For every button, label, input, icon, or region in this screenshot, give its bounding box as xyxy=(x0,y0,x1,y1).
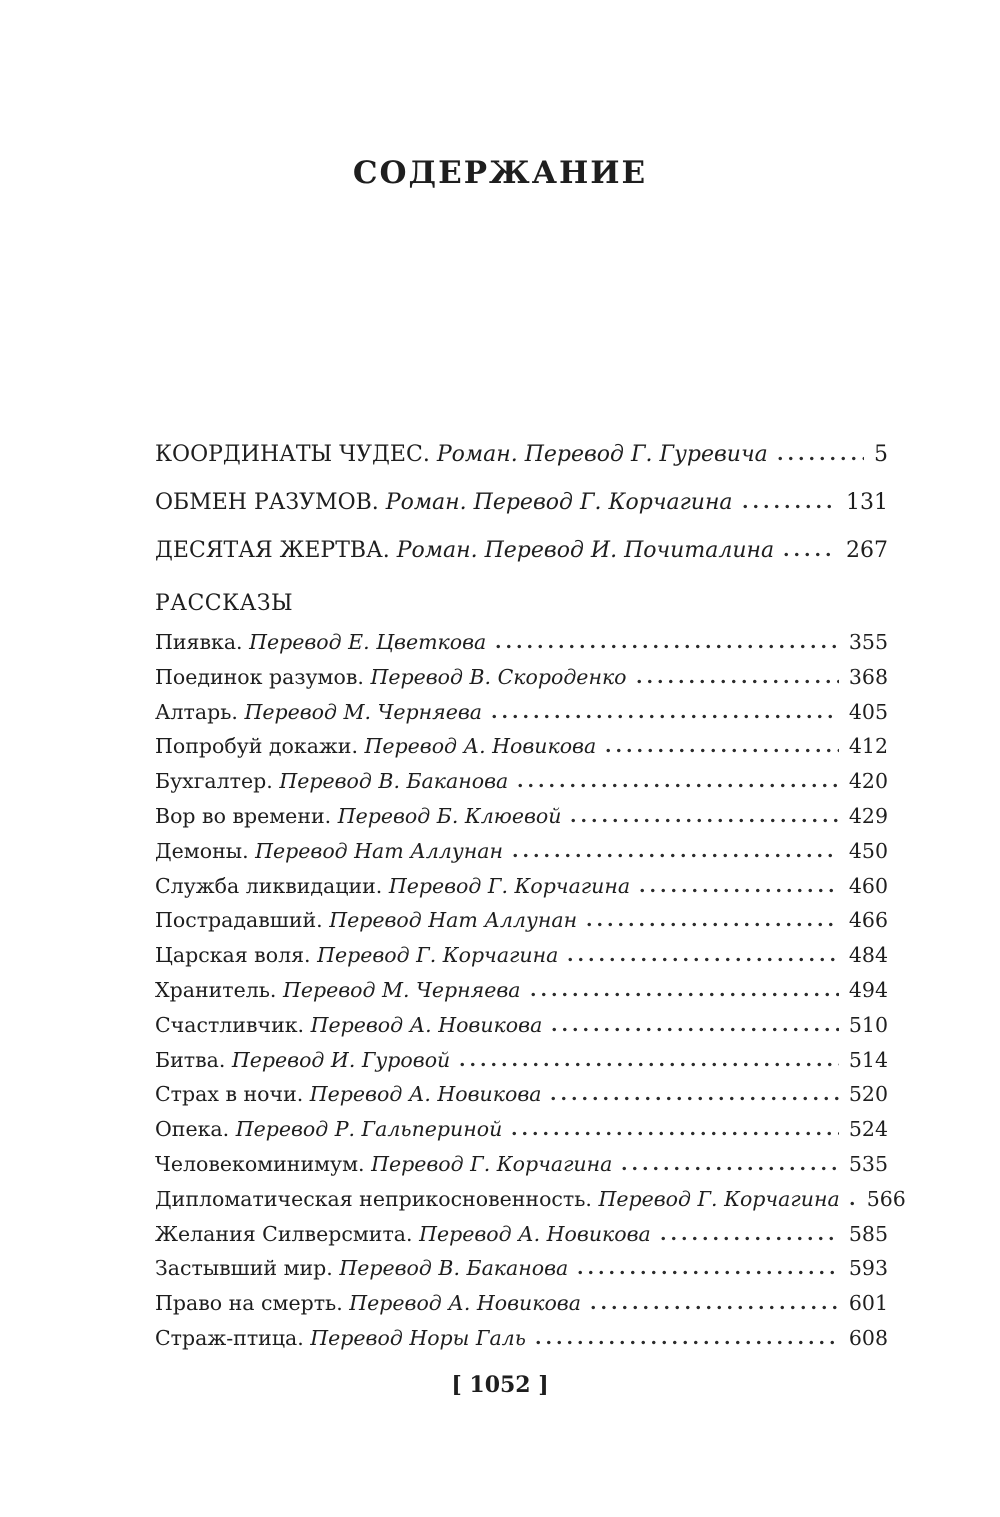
toc-entry-text xyxy=(155,943,558,967)
toc-entry-page-number: 405 xyxy=(848,699,888,724)
toc-entry-page-number: 514 xyxy=(848,1047,888,1072)
page-number-folio: [ 1052 ] xyxy=(451,1372,549,1398)
toc-entry-page-number: 355 xyxy=(848,630,888,654)
dot-leader xyxy=(847,1200,857,1206)
toc-entry-work-title: Битва. xyxy=(155,1047,226,1072)
toc-entry xyxy=(155,1186,906,1222)
toc-entry-text xyxy=(155,630,486,654)
toc-entry-page-number: 566 xyxy=(866,1186,906,1211)
toc-entry-translator-credit: Роман. Перевод Г. Гуревича xyxy=(436,442,768,467)
toc-entry-translator-credit: Перевод В. Баканова xyxy=(279,769,509,794)
toc-entry-translator-credit: Перевод И. Гуровой xyxy=(231,1047,451,1072)
toc-entry-work-title: Хранитель. xyxy=(155,977,277,1002)
toc-entry-text xyxy=(155,1256,568,1280)
dot-leader xyxy=(658,1235,839,1241)
toc-entry-translator-credit: Перевод М. Черняева xyxy=(244,699,482,724)
toc-entry-translator-credit: Роман. Перевод Г. Корчагина xyxy=(385,490,733,515)
toc-entry-text xyxy=(155,734,596,758)
toc-entry-text xyxy=(155,1152,612,1176)
toc-entry xyxy=(155,1013,888,1048)
toc-entry-translator-credit: Перевод А. Новикова xyxy=(309,1082,542,1107)
dot-leader xyxy=(533,1339,839,1345)
dot-leader xyxy=(634,678,839,684)
toc-entry-text xyxy=(155,700,482,724)
dot-leader xyxy=(489,713,839,719)
stories-list xyxy=(155,630,906,1361)
toc-list xyxy=(155,442,906,1361)
dot-leader xyxy=(493,643,839,649)
toc-entry-page-number: 510 xyxy=(848,1012,888,1037)
toc-entry xyxy=(155,839,888,874)
toc-entry-page-number: 524 xyxy=(848,1117,888,1142)
toc-entry-page-number: 593 xyxy=(848,1256,888,1281)
toc-entry-page-number: 601 xyxy=(848,1291,888,1316)
dot-leader xyxy=(565,956,839,962)
toc-entry-work-title: ДЕСЯТАЯ ЖЕРТВА. xyxy=(155,538,390,563)
toc-entry-translator-credit: Перевод Р. Гальпериной xyxy=(235,1117,503,1142)
toc-entry-text xyxy=(155,1187,840,1211)
dot-leader xyxy=(588,1304,839,1310)
toc-entry-translator-credit: Перевод В. Баканова xyxy=(339,1256,569,1281)
toc-entry-text xyxy=(155,442,768,467)
novels-list xyxy=(155,442,888,586)
toc-entry xyxy=(155,804,888,839)
toc-entry-text xyxy=(155,1013,542,1037)
toc-entry-text xyxy=(155,908,577,932)
toc-entry-translator-credit: Перевод А. Новикова xyxy=(349,1291,581,1316)
toc-entry xyxy=(155,1291,888,1326)
toc-entry-work-title: Страх в ночи. xyxy=(155,1082,304,1107)
toc-entry-work-title: Застывший мир. xyxy=(155,1256,333,1281)
toc-entry-page-number: 585 xyxy=(848,1221,888,1246)
dot-leader xyxy=(548,1095,838,1101)
toc-entry-text xyxy=(155,1222,651,1246)
toc-entry-work-title: Бухгалтер. xyxy=(155,769,273,794)
toc-entry-translator-credit: Перевод А. Новикова xyxy=(310,1012,543,1037)
toc-entry-text xyxy=(155,1048,450,1072)
toc-entry-page-number: 131 xyxy=(846,490,888,515)
toc-entry-work-title: ОБМЕН РАЗУМОВ. xyxy=(155,490,379,515)
toc-entry-text xyxy=(155,538,774,563)
toc-entry xyxy=(155,490,888,538)
page-title: СОДЕРЖАНИЕ xyxy=(352,155,648,191)
toc-entry-translator-credit: Перевод Б. Клюевой xyxy=(337,803,562,828)
dot-leader xyxy=(603,747,839,753)
toc-entry xyxy=(155,978,888,1013)
toc-entry-page-number: 267 xyxy=(846,538,888,563)
toc-entry-work-title: Дипломатическая неприкосновенность. xyxy=(155,1186,592,1211)
toc-entry-translator-credit: Перевод Нат Аллунан xyxy=(329,908,578,933)
toc-entry xyxy=(155,1256,888,1291)
toc-entry-text xyxy=(155,1117,502,1141)
toc-entry xyxy=(155,1048,888,1083)
toc-entry-page-number: 535 xyxy=(848,1151,888,1176)
toc-entry-work-title: Царская воля. xyxy=(155,943,311,968)
dot-leader xyxy=(781,551,836,557)
toc-entry xyxy=(155,442,888,490)
toc-entry-page-number: 494 xyxy=(848,977,888,1002)
toc-entry-text xyxy=(155,978,521,1002)
toc-entry-translator-credit: Перевод Г. Корчагина xyxy=(388,873,631,898)
toc-entry xyxy=(155,769,888,804)
toc-entry-translator-credit: Перевод Г. Корчагина xyxy=(371,1151,613,1176)
toc-entry xyxy=(155,908,888,943)
toc-entry xyxy=(155,1326,888,1361)
toc-entry-work-title: Опека. xyxy=(155,1117,230,1142)
dot-leader xyxy=(509,1130,839,1136)
toc-entry xyxy=(155,538,888,586)
toc-entry-page-number: 466 xyxy=(848,908,888,933)
toc-entry-translator-credit: Перевод М. Черняева xyxy=(282,977,521,1002)
toc-entry-page-number: 368 xyxy=(848,664,888,689)
toc-entry-page-number: 412 xyxy=(848,734,888,759)
toc-entry-work-title: Поединок разумов. xyxy=(155,664,364,689)
toc-entry-text xyxy=(155,665,627,689)
dot-leader xyxy=(528,991,839,997)
toc-entry xyxy=(155,874,888,909)
toc-entry-translator-credit: Перевод А. Новикова xyxy=(419,1221,651,1246)
toc-entry-text xyxy=(155,1291,581,1315)
dot-leader xyxy=(549,1026,839,1032)
dot-leader xyxy=(637,887,839,893)
toc-entry xyxy=(155,700,888,735)
toc-entry-text xyxy=(155,1082,541,1106)
toc-entry xyxy=(155,665,888,700)
dot-leader xyxy=(515,782,839,788)
dot-leader xyxy=(740,503,836,509)
toc-entry-work-title: Желания Силверсмита. xyxy=(155,1221,413,1246)
toc-entry-text xyxy=(155,874,630,898)
toc-entry-translator-credit: Перевод Е. Цветкова xyxy=(249,630,487,654)
dot-leader xyxy=(568,817,838,823)
toc-entry-page-number: 420 xyxy=(848,769,888,794)
toc-entry-page-number: 429 xyxy=(848,803,888,828)
toc-entry-page-number: 608 xyxy=(848,1325,888,1350)
dot-leader xyxy=(775,455,864,461)
toc-entry xyxy=(155,1152,888,1187)
toc-entry-page-number: 450 xyxy=(848,838,888,863)
toc-entry-translator-credit: Перевод А. Новикова xyxy=(364,734,597,759)
dot-leader xyxy=(510,852,839,858)
toc-entry-work-title: Служба ликвидации. xyxy=(155,873,383,898)
toc-entry-translator-credit: Перевод Нат Аллунан xyxy=(255,838,503,863)
dot-leader xyxy=(584,921,839,927)
toc-entry-text xyxy=(155,490,733,515)
toc-entry-text xyxy=(155,1326,526,1350)
toc-entry-page-number: 520 xyxy=(848,1082,888,1107)
dot-leader xyxy=(457,1061,839,1067)
toc-entry-page-number: 5 xyxy=(874,442,888,467)
toc-entry-page-number: 484 xyxy=(848,943,888,968)
toc-entry-translator-credit: Перевод Норы Галь xyxy=(310,1325,526,1350)
dot-leader xyxy=(575,1269,839,1275)
toc-entry-work-title: Алтарь. xyxy=(155,699,238,724)
toc-entry-translator-credit: Перевод В. Скороденко xyxy=(370,664,627,689)
toc-entry xyxy=(155,734,888,769)
toc-entry-text xyxy=(155,804,561,828)
toc-entry-work-title: Человекоминимум. xyxy=(155,1151,365,1176)
toc-entry-page-number: 460 xyxy=(848,873,888,898)
toc-entry xyxy=(155,630,888,665)
toc-entry-work-title: Страж-птица. xyxy=(155,1325,304,1350)
toc-entry-text xyxy=(155,839,503,863)
toc-entry-translator-credit: Перевод Г. Корчагина xyxy=(317,943,559,968)
toc-entry-work-title: КООРДИНАТЫ ЧУДЕС. xyxy=(155,442,430,467)
toc-entry-translator-credit: Перевод Г. Корчагина xyxy=(598,1186,840,1211)
toc-entry xyxy=(155,1117,888,1152)
toc-entry-translator-credit: Роман. Перевод И. Почиталина xyxy=(396,538,775,563)
toc-entry-work-title: Пиявка. xyxy=(155,630,243,654)
dot-leader xyxy=(619,1165,839,1171)
toc-entry xyxy=(155,1222,888,1257)
section-header-stories: РАССКАЗЫ xyxy=(155,591,294,616)
toc-entry xyxy=(155,943,888,978)
toc-entry xyxy=(155,1082,888,1117)
toc-entry-work-title: Попробуй докажи. xyxy=(155,734,358,759)
toc-entry-work-title: Счастливчик. xyxy=(155,1012,305,1037)
toc-entry-work-title: Демоны. xyxy=(155,838,249,863)
toc-entry-text xyxy=(155,769,508,793)
toc-entry-work-title: Пострадавший. xyxy=(155,908,323,933)
toc-entry-work-title: Право на смерть. xyxy=(155,1291,343,1316)
toc-entry-work-title: Вор во времени. xyxy=(155,803,332,828)
